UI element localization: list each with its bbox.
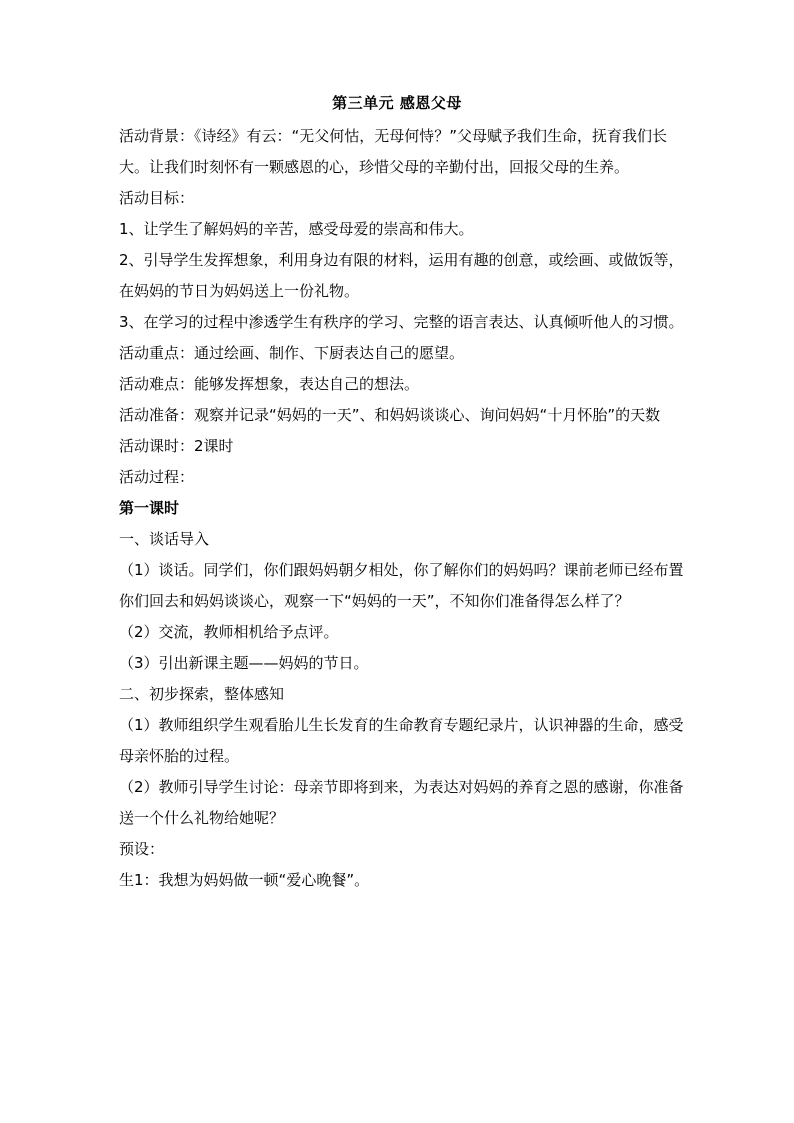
section-heading-first-lesson: 第一课时: [119, 499, 180, 517]
document-title: 第三单元 感恩父母: [332, 94, 462, 112]
paragraph-step-1-heading: 一、谈话导入: [119, 530, 210, 548]
paragraph-goals-heading: 活动目标：: [119, 189, 195, 207]
paragraph-preset: 预设：: [119, 840, 165, 858]
document-body: [119, 121, 687, 896]
paragraph-student-1: 生1：我想为妈妈做一顿“爱心晚餐”。: [119, 871, 370, 889]
paragraph-goal-2: 2、引导学生发挥想象，利用身边有限的材料，运用有趣的创意，或绘画、或做饭等，在妈妈的节日为妈妈送上一份礼物。: [119, 251, 684, 300]
paragraph-step-1-1: （1）谈话。同学们，你们跟妈妈朝夕相处，你了解你们的妈妈吗？课前老师已经布置你们回去和妈妈谈谈心，观察一下“妈妈的一天”，不知你们准备得怎么样了？: [119, 561, 684, 610]
paragraph-step-1-2: （2）交流，教师相机给予点评。: [119, 623, 339, 641]
paragraph-preparation: 活动准备：观察并记录“妈妈的一天”、和妈妈谈谈心、询问妈妈“十月怀胎”的天数: [119, 406, 661, 424]
paragraph-key-point: 活动重点：通过绘画、制作、下厨表达自己的愿望。: [119, 344, 465, 362]
paragraph-difficulty: 活动难点：能够发挥想象，表达自己的想法。: [119, 375, 420, 393]
paragraph-goal-3: 3、在学习的过程中渗透学生有秩序的学习、完整的语言表达、认真倾听他人的习惯。: [119, 313, 684, 331]
paragraph-step-2-2: （2）教师引导学生讨论：母亲节即将到来，为表达对妈妈的养育之恩的感谢，你准备送一个什么礼物给她呢？: [119, 778, 684, 827]
paragraph-process-heading: 活动过程：: [119, 468, 195, 486]
paragraph-goal-1: 1、让学生了解妈妈的辛苦，感受母爱的崇高和伟大。: [119, 220, 474, 238]
paragraph-step-1-3: （3）引出新课主题——妈妈的节日。: [119, 654, 369, 672]
paragraph-step-2-1: （1）教师组织学生观看胎儿生长发育的生命教育专题纪录片，认识神器的生命，感受母亲怀胎的过程。: [119, 716, 684, 765]
paragraph-step-2-heading: 二、初步探索，整体感知: [119, 685, 285, 703]
paragraph-background: 活动背景：《诗经》有云：“无父何怙，无母何恃？”父母赋予我们生命，抚育我们长大。让我们时刻怀有一颗感恩的心，珍惜父母的辛勤付出，回报父母的生养。: [119, 127, 668, 176]
paragraph-class-hours: 活动课时：2课时: [119, 437, 234, 455]
